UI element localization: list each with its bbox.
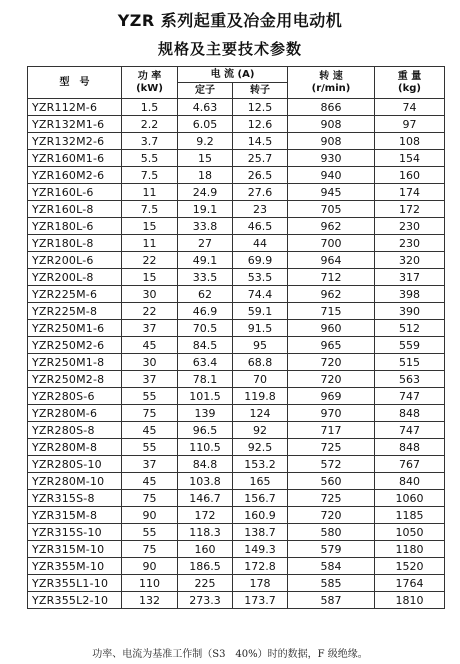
table-row <box>28 354 445 371</box>
cell-power: 45 <box>122 473 178 490</box>
cell-speed: 580 <box>288 524 375 541</box>
cell-power: 7.5 <box>122 167 178 184</box>
cell-weight: 1060 <box>375 490 445 507</box>
cell-power: 55 <box>122 439 178 456</box>
table-row <box>28 456 445 473</box>
header-speed-label: 转 速 <box>319 70 343 82</box>
cell-rotor-current: 165 <box>233 473 288 490</box>
cell-model: YZR132M2-6 <box>28 133 122 150</box>
cell-stator-current: 15 <box>178 150 233 167</box>
cell-speed: 560 <box>288 473 375 490</box>
cell-rotor-current: 172.8 <box>233 558 288 575</box>
cell-stator-current: 49.1 <box>178 252 233 269</box>
cell-model: YZR280M-10 <box>28 473 122 490</box>
header-power-label: 功 率 <box>137 70 162 82</box>
document-title: YZR 系列起重及冶金用电动机 <box>117 11 343 30</box>
table-row <box>28 252 445 269</box>
cell-model: YZR160M1-6 <box>28 150 122 167</box>
cell-stator-current: 118.3 <box>178 524 233 541</box>
table-row <box>28 524 445 541</box>
table-row <box>28 541 445 558</box>
cell-weight: 230 <box>375 235 445 252</box>
cell-rotor-current: 160.9 <box>233 507 288 524</box>
table-row <box>28 371 445 388</box>
cell-rotor-current: 53.5 <box>233 269 288 286</box>
table-row <box>28 320 445 337</box>
cell-model: YZR160L-6 <box>28 184 122 201</box>
cell-weight: 174 <box>375 184 445 201</box>
cell-rotor-current: 92.5 <box>233 439 288 456</box>
cell-rotor-current: 25.7 <box>233 150 288 167</box>
table-row <box>28 150 445 167</box>
cell-rotor-current: 173.7 <box>233 592 288 609</box>
table-row <box>28 422 445 439</box>
cell-model: YZR225M-8 <box>28 303 122 320</box>
cell-speed: 964 <box>288 252 375 269</box>
cell-power: 37 <box>122 371 178 388</box>
cell-power: 90 <box>122 558 178 575</box>
cell-speed: 725 <box>288 490 375 507</box>
cell-rotor-current: 12.5 <box>233 99 288 116</box>
cell-stator-current: 160 <box>178 541 233 558</box>
cell-speed: 908 <box>288 116 375 133</box>
cell-weight: 1185 <box>375 507 445 524</box>
header-power-unit: (kW) <box>136 82 163 94</box>
cell-stator-current: 6.05 <box>178 116 233 133</box>
cell-speed: 572 <box>288 456 375 473</box>
cell-power: 22 <box>122 252 178 269</box>
cell-weight: 108 <box>375 133 445 150</box>
cell-model: YZR315S-8 <box>28 490 122 507</box>
cell-rotor-current: 91.5 <box>233 320 288 337</box>
cell-weight: 1520 <box>375 558 445 575</box>
header-speed <box>288 67 375 99</box>
cell-rotor-current: 69.9 <box>233 252 288 269</box>
cell-speed: 705 <box>288 201 375 218</box>
cell-model: YZR180L-8 <box>28 235 122 252</box>
cell-rotor-current: 74.4 <box>233 286 288 303</box>
cell-stator-current: 139 <box>178 405 233 422</box>
cell-stator-current: 4.63 <box>178 99 233 116</box>
table-row <box>28 167 445 184</box>
cell-weight: 848 <box>375 439 445 456</box>
cell-stator-current: 63.4 <box>178 354 233 371</box>
cell-stator-current: 172 <box>178 507 233 524</box>
cell-speed: 965 <box>288 337 375 354</box>
table-row <box>28 303 445 320</box>
cell-weight: 1050 <box>375 524 445 541</box>
cell-model: YZR132M1-6 <box>28 116 122 133</box>
cell-speed: 700 <box>288 235 375 252</box>
header-weight <box>375 67 445 99</box>
cell-rotor-current: 26.5 <box>233 167 288 184</box>
cell-rotor-current: 46.5 <box>233 218 288 235</box>
cell-stator-current: 62 <box>178 286 233 303</box>
cell-speed: 720 <box>288 354 375 371</box>
cell-power: 7.5 <box>122 201 178 218</box>
cell-model: YZR280M-8 <box>28 439 122 456</box>
table-row <box>28 439 445 456</box>
cell-model: YZR355M-10 <box>28 558 122 575</box>
cell-model: YZR280M-6 <box>28 405 122 422</box>
cell-speed: 962 <box>288 286 375 303</box>
cell-model: YZR200L-8 <box>28 269 122 286</box>
cell-speed: 945 <box>288 184 375 201</box>
cell-rotor-current: 178 <box>233 575 288 592</box>
footnote: 功率、电流为基准工作制（S3 40%）时的数据，F 级绝缘。 <box>92 649 368 660</box>
cell-rotor-current: 59.1 <box>233 303 288 320</box>
cell-power: 110 <box>122 575 178 592</box>
cell-speed: 970 <box>288 405 375 422</box>
cell-stator-current: 46.9 <box>178 303 233 320</box>
cell-rotor-current: 156.7 <box>233 490 288 507</box>
cell-rotor-current: 23 <box>233 201 288 218</box>
cell-weight: 320 <box>375 252 445 269</box>
cell-model: YZR180L-6 <box>28 218 122 235</box>
cell-speed: 908 <box>288 133 375 150</box>
cell-speed: 940 <box>288 167 375 184</box>
cell-weight: 515 <box>375 354 445 371</box>
table-row <box>28 218 445 235</box>
cell-power: 22 <box>122 303 178 320</box>
cell-power: 37 <box>122 456 178 473</box>
cell-speed: 962 <box>288 218 375 235</box>
cell-power: 3.7 <box>122 133 178 150</box>
cell-speed: 579 <box>288 541 375 558</box>
cell-model: YZR250M2-6 <box>28 337 122 354</box>
cell-model: YZR250M2-8 <box>28 371 122 388</box>
cell-model: YZR355L1-10 <box>28 575 122 592</box>
table-row <box>28 269 445 286</box>
cell-speed: 720 <box>288 371 375 388</box>
table-row <box>28 201 445 218</box>
cell-weight: 74 <box>375 99 445 116</box>
table-row <box>28 337 445 354</box>
cell-rotor-current: 12.6 <box>233 116 288 133</box>
header-rotor: 转子 <box>233 83 288 99</box>
cell-speed: 587 <box>288 592 375 609</box>
cell-weight: 848 <box>375 405 445 422</box>
cell-power: 37 <box>122 320 178 337</box>
table-row <box>28 405 445 422</box>
table-row <box>28 116 445 133</box>
cell-weight: 747 <box>375 422 445 439</box>
table-row <box>28 473 445 490</box>
cell-power: 11 <box>122 184 178 201</box>
cell-rotor-current: 27.6 <box>233 184 288 201</box>
cell-weight: 398 <box>375 286 445 303</box>
cell-speed: 584 <box>288 558 375 575</box>
cell-model: YZR280S-10 <box>28 456 122 473</box>
cell-rotor-current: 68.8 <box>233 354 288 371</box>
cell-speed: 960 <box>288 320 375 337</box>
cell-power: 45 <box>122 337 178 354</box>
cell-model: YZR200L-6 <box>28 252 122 269</box>
cell-power: 11 <box>122 235 178 252</box>
cell-rotor-current: 92 <box>233 422 288 439</box>
cell-stator-current: 84.8 <box>178 456 233 473</box>
cell-model: YZR280S-6 <box>28 388 122 405</box>
table-row <box>28 592 445 609</box>
cell-model: YZR315S-10 <box>28 524 122 541</box>
cell-stator-current: 96.5 <box>178 422 233 439</box>
cell-power: 75 <box>122 405 178 422</box>
cell-power: 2.2 <box>122 116 178 133</box>
cell-stator-current: 84.5 <box>178 337 233 354</box>
table-row <box>28 388 445 405</box>
cell-rotor-current: 124 <box>233 405 288 422</box>
cell-weight: 747 <box>375 388 445 405</box>
cell-stator-current: 18 <box>178 167 233 184</box>
cell-power: 132 <box>122 592 178 609</box>
cell-power: 75 <box>122 490 178 507</box>
cell-stator-current: 9.2 <box>178 133 233 150</box>
cell-power: 45 <box>122 422 178 439</box>
cell-stator-current: 103.8 <box>178 473 233 490</box>
cell-rotor-current: 119.8 <box>233 388 288 405</box>
table-row <box>28 558 445 575</box>
table-row <box>28 575 445 592</box>
header-weight-label: 重 量 <box>397 70 422 82</box>
spec-table <box>27 66 445 609</box>
cell-weight: 1810 <box>375 592 445 609</box>
table-row <box>28 235 445 252</box>
table-row <box>28 490 445 507</box>
cell-model: YZR160L-8 <box>28 201 122 218</box>
cell-speed: 712 <box>288 269 375 286</box>
cell-weight: 512 <box>375 320 445 337</box>
cell-weight: 840 <box>375 473 445 490</box>
header-model: 型 号 <box>28 67 122 99</box>
cell-weight: 160 <box>375 167 445 184</box>
cell-speed: 715 <box>288 303 375 320</box>
cell-weight: 230 <box>375 218 445 235</box>
header-speed-unit: (r/min) <box>311 82 351 94</box>
cell-power: 30 <box>122 286 178 303</box>
cell-rotor-current: 44 <box>233 235 288 252</box>
cell-stator-current: 110.5 <box>178 439 233 456</box>
cell-model: YZR315M-8 <box>28 507 122 524</box>
cell-speed: 717 <box>288 422 375 439</box>
cell-speed: 585 <box>288 575 375 592</box>
cell-stator-current: 33.5 <box>178 269 233 286</box>
cell-stator-current: 70.5 <box>178 320 233 337</box>
cell-weight: 317 <box>375 269 445 286</box>
cell-model: YZR280S-8 <box>28 422 122 439</box>
header-weight-unit: (kg) <box>398 82 421 94</box>
cell-power: 90 <box>122 507 178 524</box>
cell-weight: 563 <box>375 371 445 388</box>
cell-model: YZR225M-6 <box>28 286 122 303</box>
cell-power: 5.5 <box>122 150 178 167</box>
cell-weight: 390 <box>375 303 445 320</box>
cell-stator-current: 33.8 <box>178 218 233 235</box>
cell-speed: 866 <box>288 99 375 116</box>
table-row <box>28 133 445 150</box>
cell-rotor-current: 95 <box>233 337 288 354</box>
cell-model: YZR315M-10 <box>28 541 122 558</box>
cell-rotor-current: 70 <box>233 371 288 388</box>
cell-speed: 725 <box>288 439 375 456</box>
table-row <box>28 507 445 524</box>
spec-table-body <box>28 99 445 609</box>
cell-stator-current: 225 <box>178 575 233 592</box>
cell-model: YZR250M1-8 <box>28 354 122 371</box>
table-row <box>28 184 445 201</box>
cell-rotor-current: 153.2 <box>233 456 288 473</box>
cell-stator-current: 24.9 <box>178 184 233 201</box>
cell-rotor-current: 14.5 <box>233 133 288 150</box>
table-row <box>28 286 445 303</box>
cell-weight: 97 <box>375 116 445 133</box>
cell-weight: 172 <box>375 201 445 218</box>
cell-speed: 930 <box>288 150 375 167</box>
cell-weight: 559 <box>375 337 445 354</box>
cell-power: 55 <box>122 524 178 541</box>
cell-stator-current: 273.3 <box>178 592 233 609</box>
cell-stator-current: 146.7 <box>178 490 233 507</box>
cell-stator-current: 186.5 <box>178 558 233 575</box>
cell-stator-current: 27 <box>178 235 233 252</box>
cell-rotor-current: 149.3 <box>233 541 288 558</box>
cell-rotor-current: 138.7 <box>233 524 288 541</box>
cell-speed: 969 <box>288 388 375 405</box>
cell-model: YZR112M-6 <box>28 99 122 116</box>
cell-power: 75 <box>122 541 178 558</box>
cell-model: YZR160M2-6 <box>28 167 122 184</box>
cell-power: 1.5 <box>122 99 178 116</box>
header-stator: 定子 <box>178 83 233 99</box>
cell-stator-current: 78.1 <box>178 371 233 388</box>
cell-power: 15 <box>122 269 178 286</box>
cell-weight: 1764 <box>375 575 445 592</box>
document-subtitle: 规格及主要技术参数 <box>157 40 302 58</box>
cell-weight: 154 <box>375 150 445 167</box>
cell-weight: 1180 <box>375 541 445 558</box>
cell-stator-current: 101.5 <box>178 388 233 405</box>
header-power <box>122 67 178 99</box>
spec-table-header <box>28 67 445 99</box>
table-row <box>28 99 445 116</box>
cell-model: YZR355L2-10 <box>28 592 122 609</box>
cell-power: 55 <box>122 388 178 405</box>
cell-power: 30 <box>122 354 178 371</box>
header-current: 电 流 (A) <box>178 67 288 83</box>
cell-model: YZR250M1-6 <box>28 320 122 337</box>
cell-stator-current: 19.1 <box>178 201 233 218</box>
cell-power: 15 <box>122 218 178 235</box>
cell-weight: 767 <box>375 456 445 473</box>
cell-speed: 720 <box>288 507 375 524</box>
